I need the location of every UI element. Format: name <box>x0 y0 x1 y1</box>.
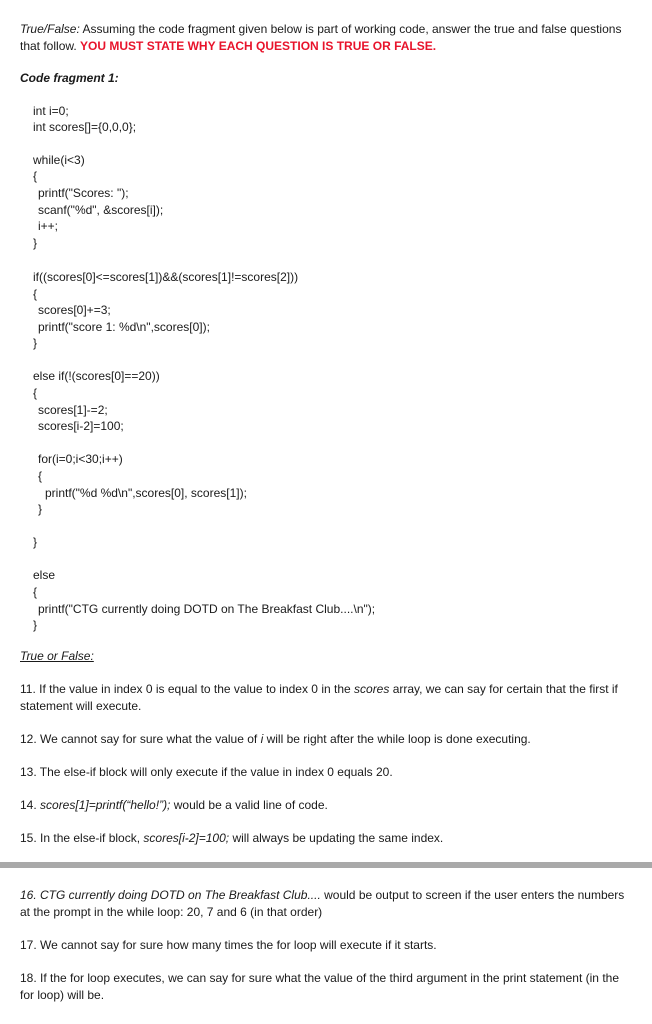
intro-paragraph <box>20 21 630 55</box>
question-15 <box>20 830 630 847</box>
question-text: 14. <box>20 798 41 812</box>
question-13: 13. The else-if block will only execute if the value in index 0 equals 20. <box>20 765 393 779</box>
code-line: int i=0; <box>33 104 69 118</box>
question-text: 15. In the else-if block, <box>20 831 144 845</box>
code-line: printf("Scores: "); <box>38 186 129 200</box>
code-line: scores[1]-=2; <box>38 403 108 417</box>
code-line: for(i=0;i<30;i++) <box>38 452 123 466</box>
code-line: scores[0]+=3; <box>38 303 111 317</box>
true-false-heading: True or False: <box>20 649 94 663</box>
question-12 <box>20 731 630 748</box>
code-line: if((scores[0]<=scores[1])&&(scores[1]!=scores[2])) <box>33 270 299 284</box>
question-16 <box>20 887 630 921</box>
question-italic: i <box>260 732 264 746</box>
code-line: printf("score 1: %d\n",scores[0]); <box>38 320 210 334</box>
question-italic: 16. CTG currently doing DOTD on The Breakfast Club.... <box>20 888 321 902</box>
code-line: printf("%d %d\n",scores[0], scores[1]); <box>45 486 247 500</box>
code-line: else <box>33 568 56 582</box>
code-line: } <box>33 336 38 350</box>
code-line: { <box>33 169 38 183</box>
question-text: array, we can say for certain that the first if statement will execute. <box>20 682 618 713</box>
code-line: { <box>33 287 38 301</box>
question-italic: scores[1]=printf(“hello!”); <box>40 798 171 812</box>
question-italic: scores <box>354 682 390 696</box>
question-italic: scores[i-2]=100; <box>143 831 230 845</box>
code-line: scores[i-2]=100; <box>38 419 124 433</box>
code-line: } <box>38 502 43 516</box>
worksheet-page-2 <box>0 868 652 1024</box>
code-line: else if(!(scores[0]==20)) <box>33 369 160 383</box>
code-line: } <box>33 535 38 549</box>
intro-text: Assuming the code fragment given below is part of working code, answer the true and false questions that follow. <box>20 22 622 53</box>
question-17: 17. We cannot say for sure how many times the for loop will execute if it starts. <box>20 938 437 952</box>
question-text: will always be updating the same index. <box>229 831 444 845</box>
code-line: } <box>33 618 38 632</box>
question-14 <box>20 797 630 814</box>
question-text: would be output to screen if the user enters the numbers at the prompt in the while loop: 20, 7 and 6 (in that order) <box>20 888 625 919</box>
code-fragment-heading: Code fragment 1: <box>20 71 119 85</box>
code-line: printf("CTG currently doing DOTD on The Breakfast Club....\n"); <box>38 602 376 616</box>
code-line: while(i<3) <box>33 153 85 167</box>
question-18: 18. If the for loop executes, we can say for sure what the value of the third argument in the print statement (in the for loop) will be. <box>20 971 619 1002</box>
question-text: 11. If the value in index 0 is equal to the value to index 0 in the <box>20 682 355 696</box>
question-text: would be a valid line of code. <box>170 798 328 812</box>
intro-emphasis: YOU MUST STATE WHY EACH QUESTION IS TRUE OR FALSE. <box>80 39 437 53</box>
code-line: { <box>38 469 43 483</box>
code-line: { <box>33 585 38 599</box>
code-line: scanf("%d", &scores[i]); <box>38 203 164 217</box>
question-text: 12. We cannot say for sure what the value of <box>20 732 261 746</box>
code-line: { <box>33 386 38 400</box>
code-line: } <box>33 236 38 250</box>
question-11 <box>20 681 630 715</box>
code-line: int scores[]={0,0,0}; <box>33 120 137 134</box>
intro-label: True/False: <box>20 22 80 36</box>
code-line: i++; <box>38 219 59 233</box>
question-text: will be right after the while loop is done executing. <box>263 732 531 746</box>
